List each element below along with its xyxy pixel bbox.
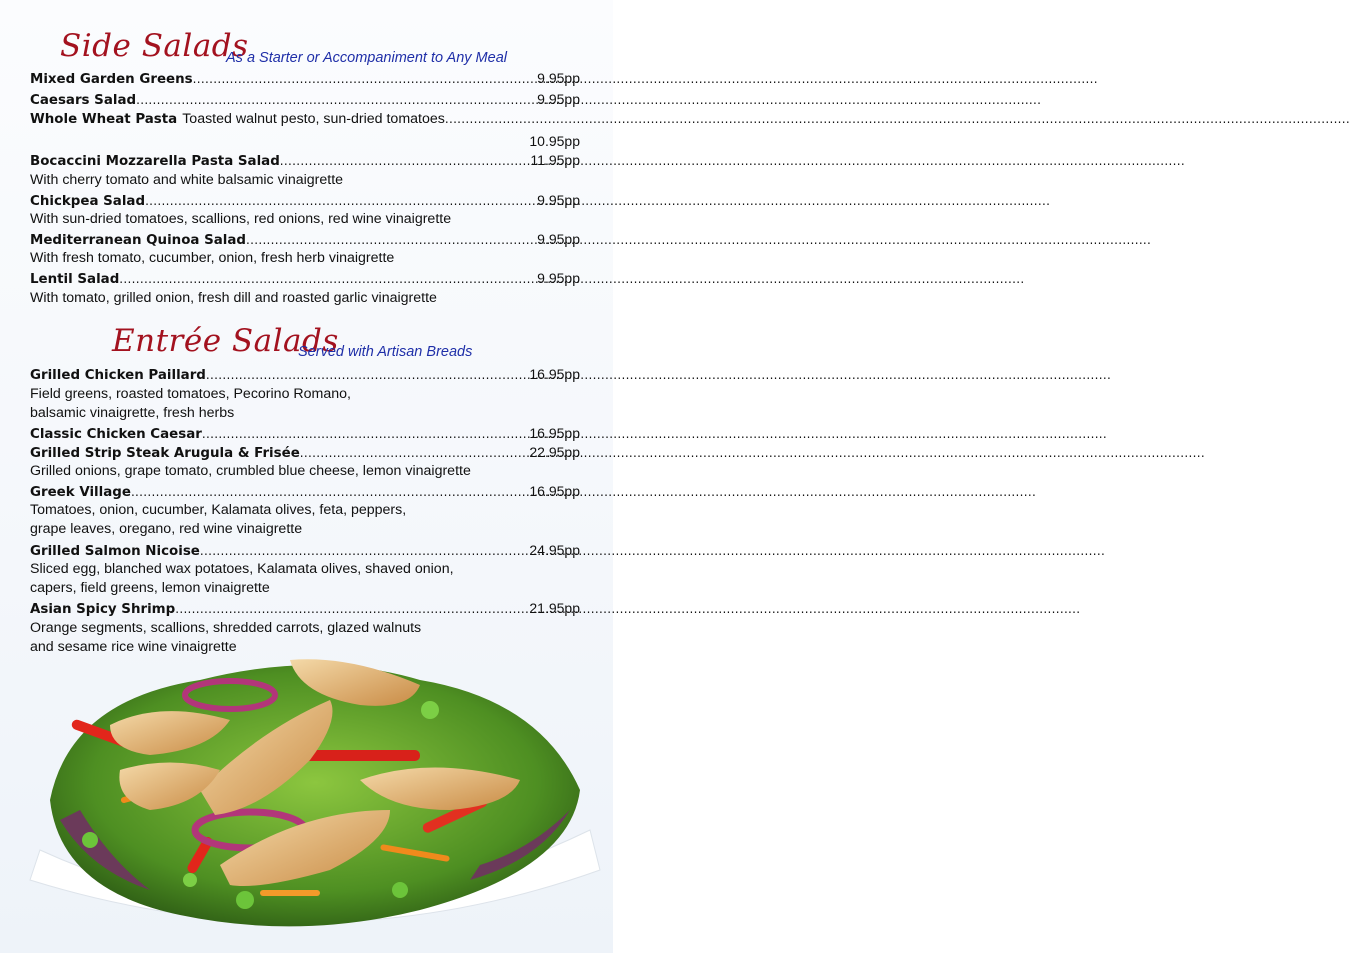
- item-price: 9.95pp: [537, 192, 580, 208]
- item-name: Grilled Salmon Nicoise: [30, 544, 200, 559]
- item-description: capers, field greens, lemon vinaigrette: [30, 580, 270, 596]
- dot-leader: [145, 191, 537, 211]
- menu-item: [30, 190, 580, 210]
- dot-leader: [136, 90, 537, 110]
- section-title: Entrée Salads: [112, 323, 339, 359]
- dot-leader: [202, 424, 530, 444]
- item-name: Chickpea Salad: [30, 194, 146, 209]
- item-description: With sun-dried tomatoes, scallions, red onions, red wine vinaigrette: [30, 211, 452, 227]
- item-name: Grilled Chicken Paillard: [30, 368, 206, 383]
- side-salads-header: [0, 28, 613, 72]
- menu-item: [30, 89, 580, 109]
- menu-item: [30, 268, 580, 288]
- item-price-line: [30, 131, 580, 151]
- item-description: Grilled onions, grape tomato, crumbled blue cheese, lemon vinaigrette: [30, 463, 471, 479]
- dot-leader: [246, 230, 537, 250]
- item-description: With tomato, grilled onion, fresh dill and roasted garlic vinaigrette: [30, 290, 437, 306]
- item-description: and sesame rice wine vinaigrette: [30, 639, 237, 655]
- menu-item: [30, 442, 580, 462]
- dot-leader: [131, 482, 529, 502]
- item-description: Field greens, roasted tomatoes, Pecorino Romano,: [30, 386, 351, 402]
- section-title: Side Salads: [60, 28, 249, 64]
- section-subtitle: Served with Artisan Breads: [298, 344, 473, 360]
- item-price: 16.95pp: [529, 483, 580, 499]
- item-name: Bocaccini Mozzarella Pasta Salad: [30, 154, 280, 169]
- item-description: With fresh tomato, cucumber, onion, fresh herb vinaigrette: [30, 250, 395, 266]
- item-price: 9.95pp: [537, 270, 580, 286]
- item-name: Mediterranean Quinoa Salad: [30, 233, 246, 248]
- menu-item: [30, 68, 580, 88]
- item-description: Sliced egg, blanched wax potatoes, Kalamata olives, shaved onion,: [30, 561, 454, 577]
- item-price: 9.95pp: [537, 231, 580, 247]
- item-name: Classic Chicken Caesar: [30, 427, 202, 442]
- menu-item: [30, 481, 580, 501]
- item-description: grape leaves, oregano, red wine vinaigrette: [30, 521, 303, 537]
- item-price: 9.95pp: [537, 70, 580, 86]
- item-price: 16.95pp: [529, 366, 580, 382]
- dot-leader: [200, 541, 530, 561]
- item-name: Grilled Strip Steak Arugula & Frisée: [30, 446, 300, 461]
- item-description: Orange segments, scallions, shredded carrots, glazed walnuts: [30, 620, 422, 636]
- section-subtitle: As a Starter or Accompaniment to Any Meal: [226, 50, 507, 66]
- item-name: Caesars Salad: [30, 93, 137, 108]
- menu-page: [0, 0, 613, 953]
- entree-salads-header: [0, 323, 613, 367]
- item-name: Greek Village: [30, 485, 131, 500]
- menu-item: [30, 150, 580, 170]
- dot-leader: [206, 365, 530, 385]
- dot-leader: [445, 109, 580, 129]
- item-inline-desc: Toasted walnut pesto, sun-dried tomatoes: [182, 111, 445, 127]
- menu-item: [30, 109, 580, 129]
- item-description: balsamic vinaigrette, fresh herbs: [30, 405, 235, 421]
- menu-item: [30, 229, 580, 249]
- salad-photo: [0, 640, 613, 953]
- item-price: 11.95pp: [530, 152, 580, 168]
- item-price: 22.95pp: [529, 444, 580, 460]
- menu-item: [30, 364, 580, 384]
- dot-leader: [119, 269, 537, 289]
- item-name: Lentil Salad: [30, 272, 120, 287]
- dot-leader: [280, 151, 531, 171]
- item-price: 24.95pp: [529, 542, 580, 558]
- menu-item: [30, 540, 580, 560]
- dot-leader: [193, 69, 538, 89]
- item-description: Tomatoes, onion, cucumber, Kalamata olives, feta, peppers,: [30, 502, 407, 518]
- menu-item: [30, 598, 580, 618]
- item-name: Whole Wheat Pasta: [30, 112, 178, 127]
- item-name: Mixed Garden Greens: [30, 72, 193, 87]
- item-name: Asian Spicy Shrimp: [30, 602, 176, 617]
- dot-leader: [175, 599, 529, 619]
- item-price: 21.95pp: [529, 600, 580, 616]
- menu-item: [30, 423, 580, 443]
- item-price: 10.95pp: [529, 133, 580, 149]
- item-description: With cherry tomato and white balsamic vinaigrette: [30, 172, 344, 188]
- item-price: 16.95pp: [529, 425, 580, 441]
- item-price: 9.95pp: [537, 91, 580, 107]
- dot-leader: [300, 443, 530, 463]
